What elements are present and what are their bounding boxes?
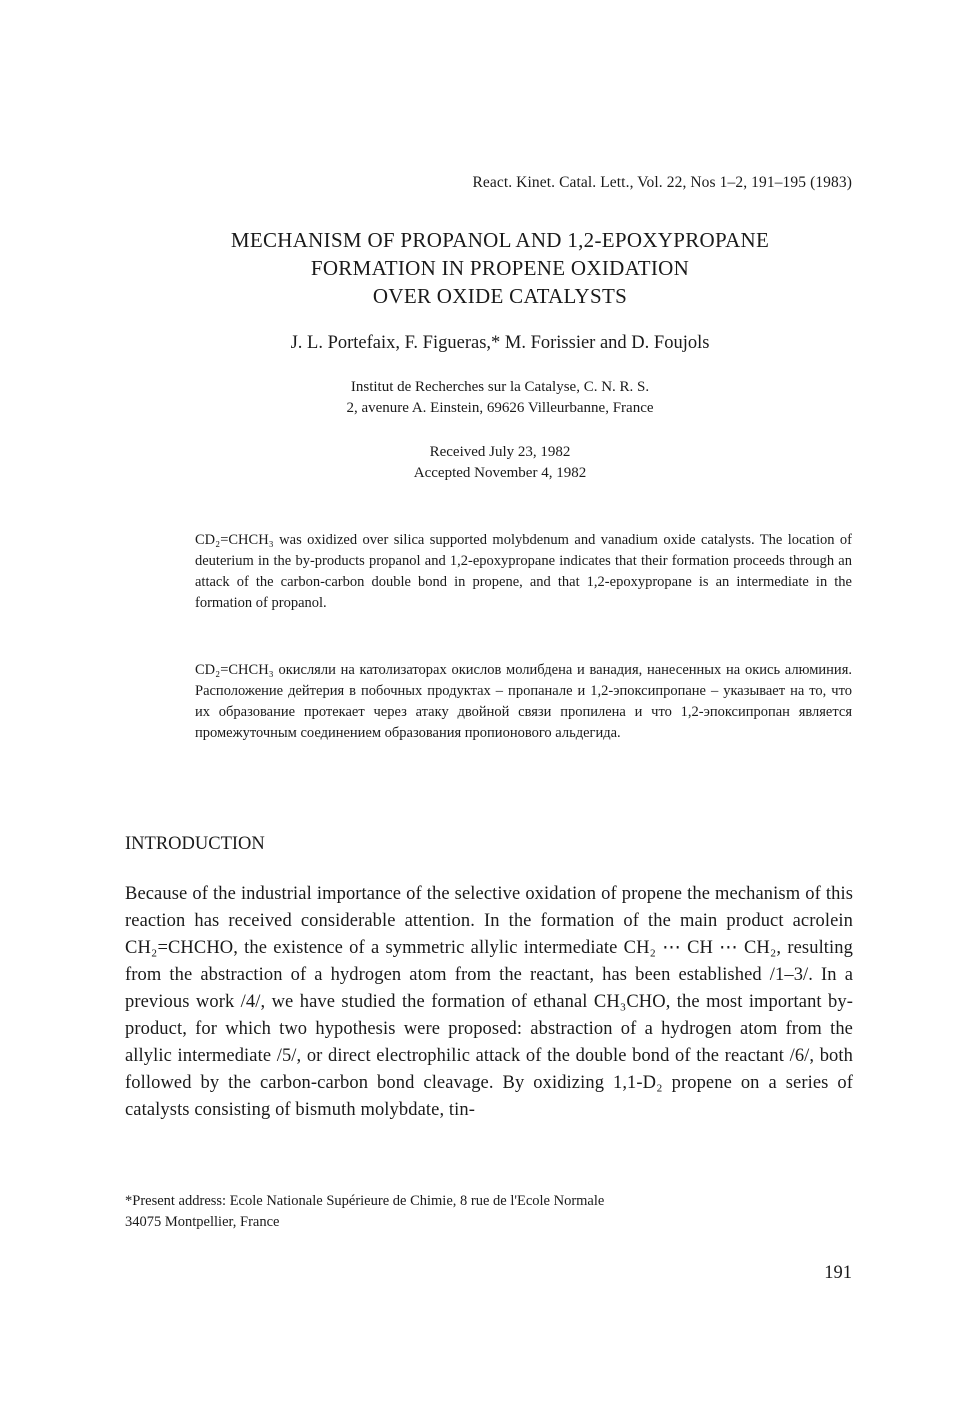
title-line-1: MECHANISM OF PROPANOL AND 1,2-EPOXYPROPANE [230,228,770,252]
page-number: 191 [824,1263,852,1283]
introduction-paragraph: Because of the industrial importance of the selective oxidation of propene the mechanism of this reaction has received considerable attention. In the formation of the main product acrolein CH₂=CHCHO, the existence of a symmetric allylic intermediate CH₂ ⋯ CH ⋯ CH₂, resulting from the abstraction of a hydrogen atom from the reactant, has been established /1–3/. In a previous work /4/, we have studied the formation of ethanal CH₃CHO, the most important by-product, for which two hypothesis were proposed: abstraction of a hydrogen atom from the allylic intermediate /5/, or direct electrophilic attack of the double bond of the reactant /6/, both followed by the carbon-carbon bond cleavage. By oxidizing 1,1-D₂ propene on a series of catalysts consisting of bismuth molybdate, tin- [125,884,853,1120]
footnote [125,1191,825,1233]
journal-reference: React. Kinet. Catal. Lett., Vol. 22, Nos 1–2, 191–195 (1983) [472,174,852,191]
paper-title [150,226,850,310]
abstract-english: CD₂=CHCH₃ was oxidized over silica supported molybdenum and vanadium oxide catalysts. The location of deuterium in the by-products propanol and 1,2-epoxypropane indicates that their formation proceeds through an attack of the carbon-carbon double bond in propene, and that 1,2-epoxypropane is an intermediate in the formation of propanol. [195,532,852,611]
abstract-russian: CD₂=CHCH₃ окисляли на католизаторах окислов молибдена и ванадия, нанесенных на окись алюминия. Расположение дейтерия в побочных продуктах – пропанале и 1,2-эпоксипропане – указывает на то, что их образование протекает через атаку двойной связи пропилена и что 1,2-эпоксипропан является промежуточным соединением образования пропионового альдегида. [195,662,852,741]
affiliation-line-1: Institut de Recherches sur la Catalyse, C. N. R. S. [350,379,650,395]
received-date: Received July 23, 1982 [429,444,571,460]
footnote-line-1: *Present address: Ecole Nationale Supérieure de Chimie, 8 rue de l'Ecole Normale [125,1193,605,1209]
submission-dates [150,442,850,484]
footnote-line-2: 34075 Montpellier, France [125,1214,280,1230]
affiliation [150,377,850,419]
author-list: J. L. Portefaix, F. Figueras,* M. Forissier and D. Foujols [290,333,710,353]
section-heading-introduction: INTRODUCTION [125,834,265,854]
title-line-3: OVER OXIDE CATALYSTS [372,284,628,308]
accepted-date: Accepted November 4, 1982 [413,465,587,481]
title-line-2: FORMATION IN PROPENE OXIDATION [310,256,690,280]
affiliation-line-2: 2, avenure A. Einstein, 69626 Villeurbanne, France [346,400,654,416]
